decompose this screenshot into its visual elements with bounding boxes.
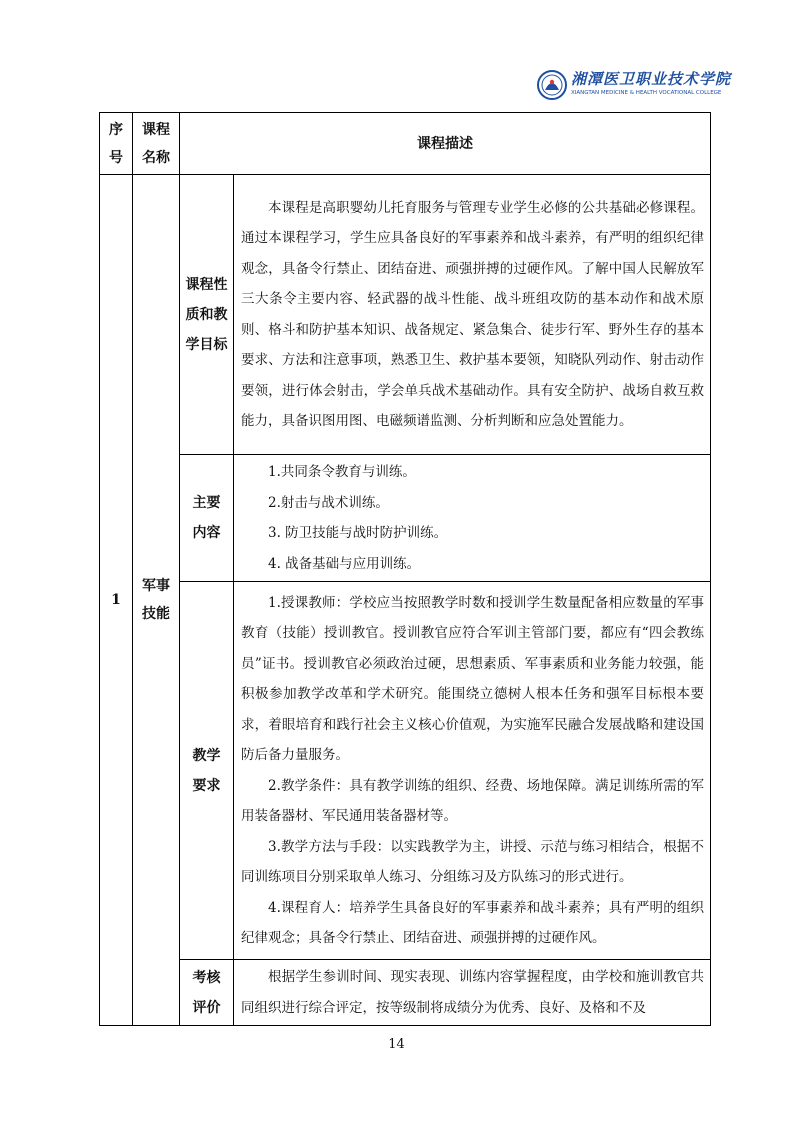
header-seq xyxy=(100,113,133,175)
paragraph: 2.教学条件：具有教学训练的组织、经费、场地保障。满足训练所需的军用装备器材、军民通用装备器材等。 xyxy=(241,777,704,824)
paragraph: 4.课程育人：培养学生具备良好的军事素养和战斗素养；具有严明的组织纪律观念；具备令行禁止、团结奋进、顽强拼搏的过硬作风。 xyxy=(241,899,704,946)
college-logo xyxy=(537,66,732,108)
paragraph: 3. 防卫技能与战时防护训练。 xyxy=(268,525,448,541)
section-body-assessment xyxy=(234,960,711,1026)
row-course-name xyxy=(133,175,180,1026)
header-course-name-line-2: 名称 xyxy=(142,149,170,166)
paragraph: 3.教学方法与手段：以实践教学为主，讲授、示范与练习相结合，根据不同训练项目分别采取单人练习、分组练习及方队练习的形式进行。 xyxy=(241,838,704,885)
section-title-objectives xyxy=(180,175,234,455)
paragraph: 1.授课教师：学校应当按照教学时数和授训学生数量配备相应数量的军事教育（技能）授训教官。授训教官应符合军训主管部门要，都应有“四会教练员”证书。授训教官必须政治过硬，思想素质、军事素质和业务能力较强，能积极参加教学改革和学术研究。能围绕立德树人根本任务和强军目标根本要求，着眼培育和践行社会主义核心价值观，为实施军民融合发展战略和建设国防后备力量服务。 xyxy=(241,594,704,763)
logo-subtext: XIANGTAN MEDICINE & HEALTH VOCATIONAL COLLEGE xyxy=(571,90,722,96)
section-body-requirements xyxy=(234,582,711,960)
table-row xyxy=(100,582,711,960)
section-title-line: 主要 xyxy=(192,495,221,511)
college-emblem-icon xyxy=(537,68,567,104)
section-body-content xyxy=(234,455,711,582)
section-title-line: 内容 xyxy=(192,525,221,541)
section-title-requirements xyxy=(180,582,234,960)
paragraph: 本课程是高职婴幼儿托育服务与管理专业学生必修的公共基础必修课程。通过本课程学习，学生应具备良好的军事素养和战斗素养，有严明的组织纪律观念，具备令行禁止、团结奋进、顽强拼搏的过硬作风。了解中国人民解放军三大条令主要内容、轻武器的战斗性能、战斗班组攻防的基本动作和战术原则、格斗和防护基本知识、战备规定、紧急集合、徒步行军、野外生存的基本要求、方法和注意事项，熟悉卫生、救护基本要领，知晓队列动作、射击动作要领，进行体会射击，学会单兵战术基础动作。具有安全防护、战场自救互救能力，具备识图用图、电磁频谱监测、分析判断和应急处置能力。 xyxy=(241,199,704,429)
section-title-assessment xyxy=(180,960,234,1026)
section-title-line: 质和教 xyxy=(185,306,228,323)
paragraph: 2.射击与战术训练。 xyxy=(268,494,389,511)
paragraph: 4. 战备基础与应用训练。 xyxy=(268,555,421,572)
section-title-content xyxy=(180,455,234,582)
header-description: 课程描述 xyxy=(180,113,711,175)
course-name-line-1: 军事 xyxy=(142,578,170,594)
header-course-name xyxy=(133,113,180,175)
paragraph: 1.共同条令教育与训练。 xyxy=(268,464,416,480)
table-header-row xyxy=(100,113,711,175)
section-body-objectives xyxy=(234,175,711,455)
course-table xyxy=(99,112,711,1026)
header-course-name-line-1: 课程 xyxy=(142,121,170,138)
section-title-line: 学目标 xyxy=(185,336,228,353)
table-row xyxy=(100,455,711,582)
table-row xyxy=(100,175,711,455)
section-title-line: 评价 xyxy=(192,999,221,1016)
logo-text: 湘潭医卫职业技术学院 xyxy=(571,70,732,88)
section-title-line: 教学 xyxy=(192,747,221,764)
section-title-line: 考核 xyxy=(192,969,221,986)
header-seq-line-1: 序 xyxy=(109,121,123,138)
page-number: 14 xyxy=(388,1037,405,1052)
paragraph: 根据学生参训时间、现实表现、训练内容掌握程度，由学校和施训教官共同组织进行综合评定，按等级制将成绩分为优秀、良好、及格和不及 xyxy=(241,969,704,1016)
header-seq-line-2: 号 xyxy=(109,149,123,166)
section-title-line: 要求 xyxy=(192,777,221,794)
row-seq: 1 xyxy=(100,175,133,1026)
course-name-line-2: 技能 xyxy=(142,606,170,622)
section-title-line: 课程性 xyxy=(185,276,228,293)
table-row xyxy=(100,960,711,1026)
